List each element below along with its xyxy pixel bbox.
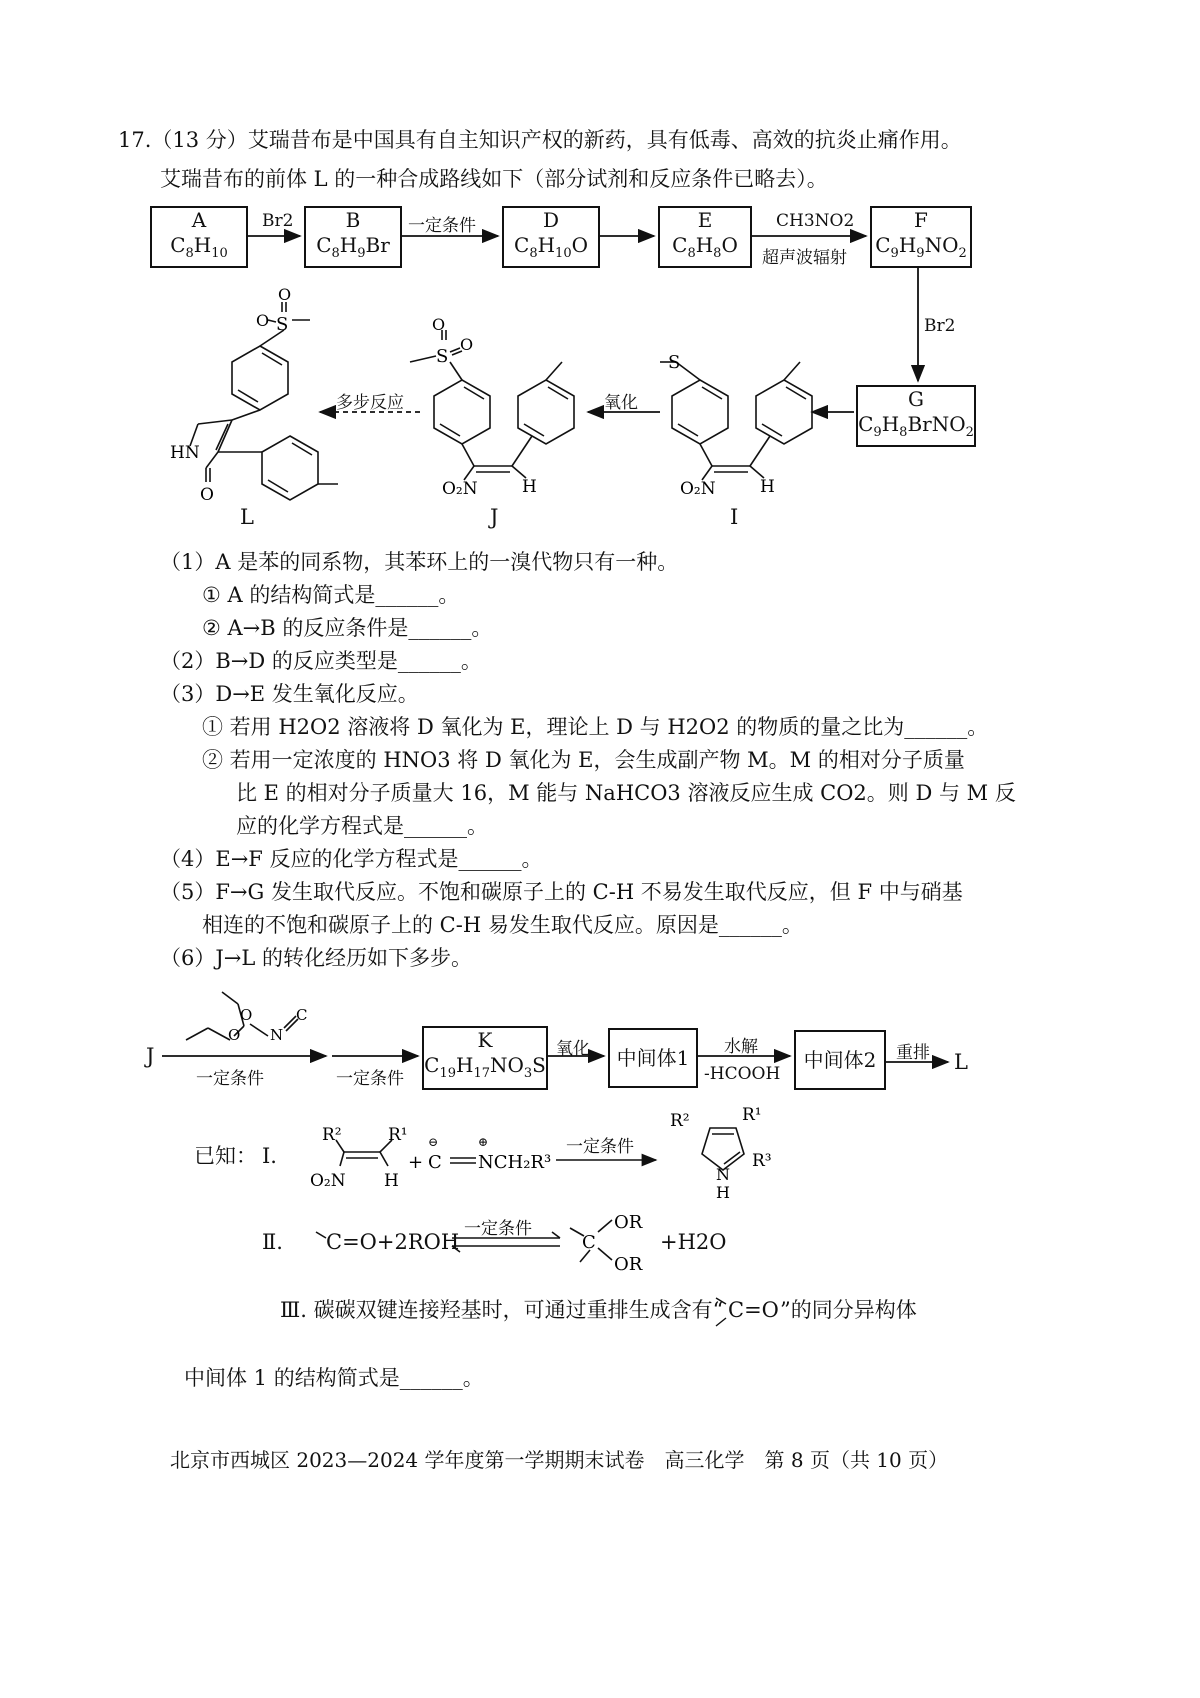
- question-header-2: 艾瑞昔布的前体 L 的一种合成路线如下（部分试剂和反应条件已略去）。: [160, 167, 828, 191]
- scheme2-hydro-top: 水解: [724, 1037, 758, 1057]
- compound-F-name: F: [914, 208, 928, 232]
- svg-text:O₂N: O₂N: [310, 1171, 346, 1191]
- known-II-right: +H2O: [660, 1230, 727, 1254]
- structure-J: [410, 330, 574, 480]
- arrow-JL-label: 多步反应: [336, 393, 404, 413]
- structure-L: [190, 302, 338, 500]
- compound-D-name: D: [542, 208, 560, 232]
- q3-1: ① 若用 H2O2 溶液将 D 氧化为 E，理论上 D 与 H2O2 的物质的量之比为______。: [202, 715, 989, 739]
- svg-text:R²: R²: [670, 1111, 690, 1131]
- compound-K-name: K: [477, 1028, 493, 1052]
- svg-text:R¹: R¹: [742, 1105, 762, 1125]
- svg-text:C: C: [428, 1152, 442, 1173]
- structure-L-S: S: [276, 314, 289, 335]
- scheme2-end: L: [954, 1050, 968, 1074]
- q3: （3）D→E 发生氧化反应。: [160, 682, 419, 706]
- q6: （6）J→L 的转化经历如下多步。: [160, 946, 472, 970]
- compound-G-name: G: [908, 387, 924, 411]
- known-II-cond: 一定条件: [464, 1219, 532, 1239]
- question-header: 17.（13 分）艾瑞昔布是中国具有自主知识产权的新药，具有低毒、高效的抗炎止痛作用。: [118, 128, 962, 152]
- compound-E-name: E: [697, 208, 713, 232]
- known-III: Ⅲ. 碳碳双键连接羟基时，可通过重排生成含有“: [280, 1298, 724, 1322]
- svg-text:N: N: [716, 1165, 730, 1184]
- q1-1: ① A 的结构简式是______。: [202, 583, 460, 607]
- svg-text:R³: R³: [752, 1151, 772, 1171]
- known-II-left: C=O+2ROH: [326, 1230, 460, 1254]
- compound-B-name: B: [345, 208, 361, 232]
- arrow-AB-label: Br2: [262, 211, 294, 231]
- q2: （2）B→D 的反应类型是______。: [160, 649, 482, 673]
- final-question: 中间体 1 的结构简式是______。: [184, 1366, 484, 1390]
- scheme2-cond2: 一定条件: [336, 1069, 404, 1089]
- structure-I-H: H: [760, 477, 775, 497]
- structure-L-HN: HN: [170, 443, 200, 463]
- scheme2-start: J: [146, 1044, 155, 1068]
- compound-K-box: [422, 1026, 548, 1090]
- compound-F-formula: $C_9H_9NO_2$: [875, 233, 967, 261]
- structure-J-O2: O: [460, 335, 474, 354]
- svg-text:H: H: [384, 1171, 399, 1191]
- svg-text:C: C: [296, 1006, 308, 1024]
- svg-text:OR: OR: [614, 1212, 643, 1233]
- structure-L-O2: O: [256, 311, 270, 330]
- q1-2: ② A→B 的反应条件是______。: [202, 616, 493, 640]
- compound-K-formula: $C_{19}H_{17}NO_3S$: [424, 1053, 546, 1081]
- intermediate-2-box: [794, 1030, 886, 1090]
- known-II-label: Ⅱ.: [262, 1230, 283, 1254]
- known-III-end: ”的同分异构体: [780, 1298, 917, 1322]
- compound-A-name: A: [191, 208, 207, 232]
- svg-text:⊕: ⊕: [478, 1135, 489, 1149]
- compound-B-formula: $C_8H_9Br$: [316, 233, 390, 261]
- q4: （4）E→F 反应的化学方程式是______。: [160, 847, 543, 871]
- structure-J-S: S: [436, 346, 449, 367]
- arrow-EF-bottom-label: 超声波辐射: [762, 248, 847, 268]
- structure-L-O: O: [200, 485, 214, 505]
- compound-D-formula: $C_8H_{10}O$: [514, 233, 588, 261]
- intermediate-1-box: [608, 1028, 698, 1088]
- page-footer: 北京市西城区 2023—2024 学年度第一学期期末试卷 高三化学 第 8 页（共 10 页）: [170, 1448, 949, 1472]
- q3-2-cont2: 应的化学方程式是______。: [236, 814, 488, 838]
- svg-text:NCH₂R³: NCH₂R³: [478, 1152, 552, 1173]
- q5-cont: 相连的不饱和碳原子上的 C-H 易发生取代反应。原因是______。: [202, 913, 803, 937]
- structure-I-S: S: [668, 352, 681, 373]
- structure-L-O1: O: [278, 285, 292, 304]
- known-III-co: C=O: [728, 1298, 779, 1322]
- q3-2: ② 若用一定浓度的 HNO3 将 D 氧化为 E，会生成副产物 M。M 的相对分子质量: [202, 748, 965, 772]
- structure-J-O2N: O₂N: [442, 479, 478, 499]
- label-J: J: [490, 505, 499, 529]
- intermediate-2-label: 中间体2: [803, 1048, 877, 1072]
- intermediate-1-label: 中间体1: [616, 1046, 690, 1070]
- svg-text:O: O: [228, 1026, 241, 1044]
- q1: （1）A 是苯的同系物，其苯环上的一溴代物只有一种。: [160, 550, 679, 574]
- svg-text:C: C: [582, 1232, 596, 1253]
- svg-text:H: H: [716, 1183, 730, 1202]
- compound-E-formula: $C_8H_8O$: [672, 233, 738, 261]
- structure-I: [660, 362, 812, 480]
- known-I-label: Ⅰ.: [262, 1144, 277, 1168]
- arrow-EF-top-label: CH3NO2: [776, 211, 855, 231]
- svg-text:OR: OR: [614, 1254, 643, 1275]
- scheme2-rearr: 重排: [896, 1043, 930, 1063]
- scheme2-cond1: 一定条件: [196, 1069, 264, 1089]
- arrow-FG-label: Br2: [924, 316, 956, 336]
- svg-text:O: O: [240, 1006, 253, 1024]
- svg-text:+: +: [408, 1152, 424, 1173]
- svg-text:⊖: ⊖: [428, 1135, 439, 1149]
- known-label: 已知：: [194, 1144, 257, 1168]
- label-I: I: [730, 505, 739, 529]
- structure-J-H: H: [522, 477, 537, 497]
- compound-G-formula: $C_9H_8BrNO_2$: [858, 412, 974, 440]
- svg-text:N: N: [270, 1026, 284, 1044]
- svg-text:R¹: R¹: [388, 1125, 408, 1145]
- label-L: L: [240, 505, 254, 529]
- compound-A-formula: $C_8H_{10}$: [170, 233, 228, 261]
- known-I-cond: 一定条件: [566, 1137, 634, 1157]
- scheme2-hydro-bottom: -HCOOH: [704, 1064, 781, 1084]
- arrow-BD-label: 一定条件: [408, 216, 476, 236]
- q3-2-cont: 比 E 的相对分子质量大 16，M 能与 NaHCO3 溶液反应生成 CO2。则 D 与 M 反: [236, 781, 1016, 805]
- scheme2-ox: 氧化: [556, 1039, 590, 1059]
- svg-text:R²: R²: [322, 1125, 342, 1145]
- arrow-IJ-label: 氧化: [604, 393, 638, 413]
- structure-I-O2N: O₂N: [680, 479, 716, 499]
- structure-J-O1: O: [432, 315, 446, 334]
- q5: （5）F→G 发生取代反应。不饱和碳原子上的 C-H 不易发生取代反应，但 F 中与硝基: [160, 880, 963, 904]
